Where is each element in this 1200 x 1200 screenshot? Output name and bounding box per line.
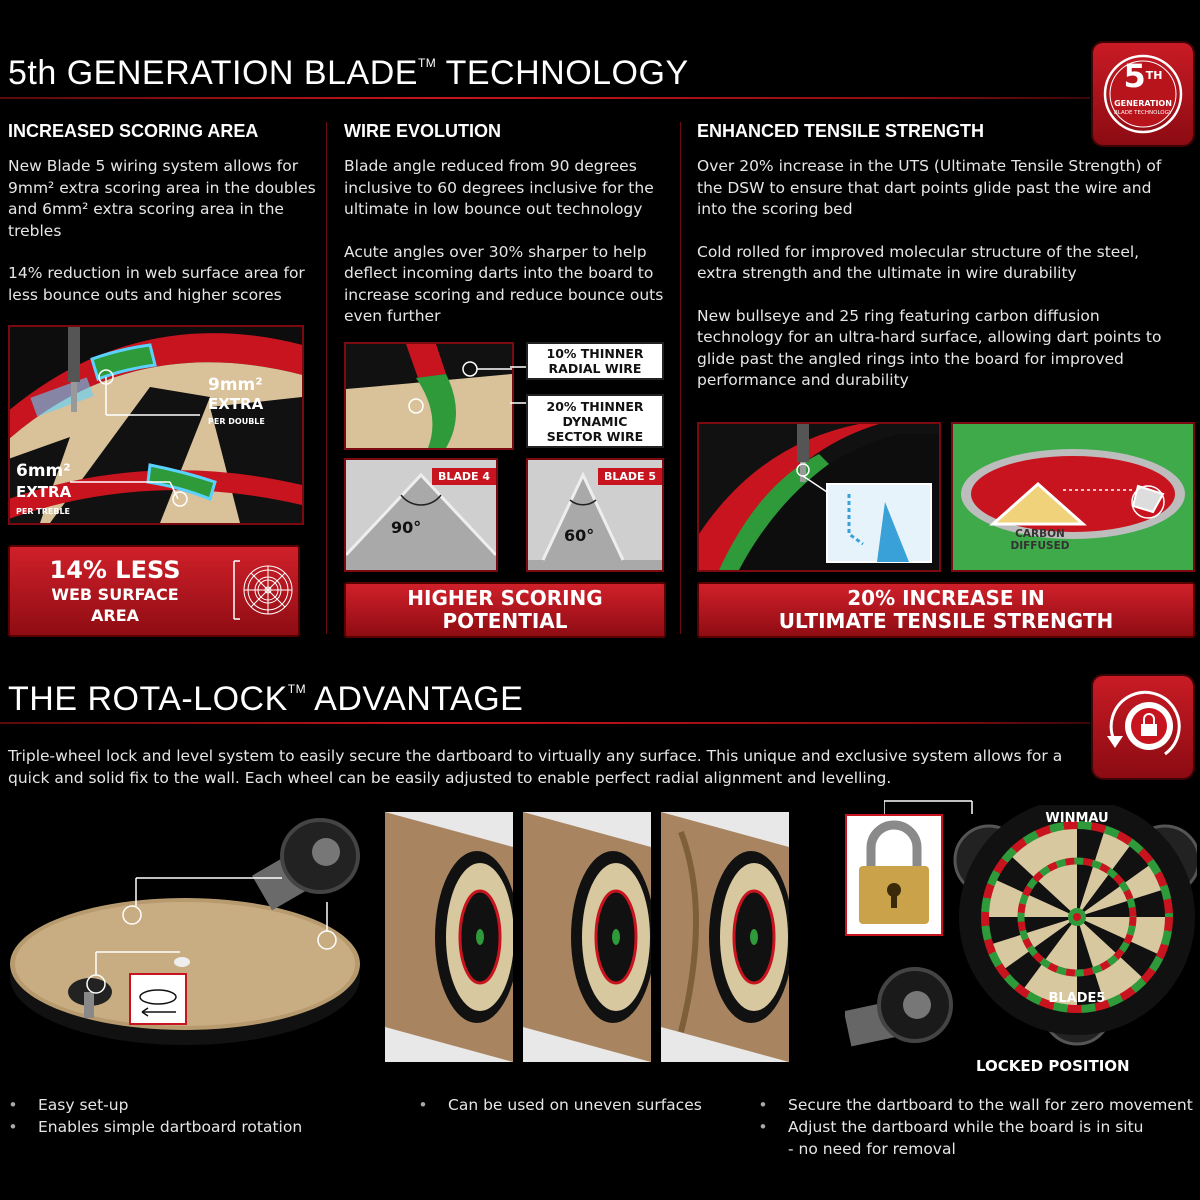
rota-lock-badge-icon — [1093, 676, 1193, 778]
rota-lock-intro: Triple-wheel lock and level system to easily secure the dartboard to virtually any surface. This unique and exclusive system allows for a quick and solid fix to the wall. Each wheel can be easily adjusted to enable perfect radial alignment and levelling. — [8, 747, 1063, 787]
dartboard-icon — [845, 805, 1197, 1055]
wire-closeup-image — [344, 342, 514, 450]
carbon-diffused-image — [951, 422, 1195, 572]
wall-dartboard-icon — [523, 812, 651, 1062]
rota-lock-badge — [1093, 676, 1193, 778]
section2-title — [8, 680, 523, 719]
callout2-line1: 20% THINNER — [546, 398, 644, 414]
list-item: • Easy set-up — [8, 1096, 129, 1114]
generation-badge — [1093, 43, 1193, 145]
section2-title-text: THE ROTA-LOCK — [8, 680, 288, 718]
carbon-diffused-label — [995, 528, 1085, 552]
trademark-mark: TM — [417, 56, 437, 70]
callout1-line1: 10% THINNER — [546, 346, 644, 361]
banner-line3: AREA — [90, 606, 139, 625]
col3-heading: ENHANCED TENSILE STRENGTH — [697, 121, 985, 141]
banner-line1: 14% LESS — [49, 556, 181, 584]
banner-line1: 20% INCREASE IN — [847, 586, 1045, 610]
double-extra-label: EXTRA — [208, 395, 264, 413]
tensile-strength-banner — [697, 582, 1195, 638]
list-item: • Can be used on uneven surfaces — [418, 1096, 702, 1114]
list-item: • Adjust the dartboard while the board is in situ — [758, 1118, 1144, 1136]
wire-closeup-icon — [346, 344, 512, 448]
locked-position-label: LOCKED POSITION — [976, 1057, 1130, 1075]
carbon-line1: CARBON — [1015, 528, 1065, 540]
col3-paragraph-2: Cold rolled for improved molecular structure of the steel, extra strength and the ultimate in wire durability — [697, 242, 1140, 282]
column-divider-2 — [680, 122, 681, 634]
col1-heading: INCREASED SCORING AREA — [8, 121, 259, 141]
bullets-right — [758, 1094, 1198, 1160]
banner-line2: WEB SURFACE — [51, 585, 179, 604]
col2-paragraph-2: Acute angles over 30% sharper to help deflect incoming darts into the board to increase scoring and reduce bounce outs even further — [344, 242, 664, 325]
blade5-diagram — [526, 458, 664, 572]
blade4-angle: 90° — [391, 518, 422, 537]
carbon-line2: DIFFUSED — [1010, 540, 1070, 552]
wall-panel-1 — [385, 812, 513, 1062]
col1-paragraph-2: 14% reduction in web surface area for less bounce outs and higher scores — [8, 264, 305, 304]
col1-paragraph-1: New Blade 5 wiring system allows for 9mm² extra scoring area in the doubles and 6mm² extra scoring area in the trebles — [8, 157, 316, 240]
per-treble-label: PER TREBLE — [16, 507, 71, 516]
trademark-mark: TM — [287, 682, 307, 696]
blade4-diagram — [344, 458, 498, 572]
bullets-left — [8, 1094, 388, 1138]
section2-title-end: ADVANTAGE — [306, 680, 524, 718]
section1-divider — [0, 97, 1090, 99]
section1-title-text: 5th GENERATION BLADE — [8, 54, 418, 92]
col2-paragraph-1: Blade angle reduced from 90 degrees inclusive to 60 degrees inclusive for the ultimate in low bounce out technology — [344, 157, 654, 218]
col3-text — [697, 156, 1167, 413]
dartboard-web-icon — [232, 557, 294, 623]
badge-number: 5 — [1123, 57, 1146, 95]
bullets-middle — [418, 1094, 748, 1116]
sector-wire-callout — [526, 394, 664, 448]
scoring-potential-banner — [344, 582, 666, 638]
treble-extra-label: EXTRA — [16, 483, 72, 501]
banner-line1: HIGHER SCORING — [407, 586, 603, 610]
board-brand: WINMAU — [1045, 811, 1109, 826]
list-item: - no need for removal — [788, 1140, 956, 1158]
col3-paragraph-1: Over 20% increase in the UTS (Ultimate Tensile Strength) of the DSW to ensure that dart points glide past the wire and into the scoring bed — [697, 157, 1162, 218]
list-item: • Enables simple dartboard rotation — [8, 1118, 303, 1136]
section2-divider — [0, 722, 1090, 724]
wall-dartboard-icon — [385, 812, 513, 1062]
col1-text — [8, 156, 320, 327]
blade4-label: BLADE 4 — [432, 468, 496, 485]
section1-title-end: TECHNOLOGY — [436, 54, 689, 92]
section1-title — [8, 54, 689, 93]
dart-deflect-image — [697, 422, 941, 572]
banner-line2: POTENTIAL — [442, 609, 568, 633]
disc-wheel-icon — [10, 812, 365, 1050]
radial-wire-callout — [526, 342, 664, 380]
blade5-label: BLADE 5 — [598, 468, 662, 485]
per-double-label: PER DOUBLE — [208, 417, 265, 426]
web-surface-banner — [8, 545, 300, 637]
badge-suffix: TH — [1145, 69, 1163, 82]
wall-panel-3 — [661, 812, 789, 1062]
bullet-icon: • — [758, 1096, 768, 1114]
dart-deflect-icon — [699, 424, 939, 570]
bullet-icon: • — [418, 1096, 428, 1114]
locked-dartboard-image — [845, 805, 1197, 1055]
col2-heading: WIRE EVOLUTION — [344, 121, 501, 141]
badge-line2: BLADE TECHNOLOGY — [1114, 110, 1172, 116]
wall-panel-2 — [523, 812, 651, 1062]
col2-text — [344, 156, 669, 349]
badge-line1: GENERATION — [1114, 99, 1172, 108]
list-item: • Secure the dartboard to the wall for zero movement — [758, 1096, 1193, 1114]
callout1-line2: RADIAL WIRE — [548, 361, 642, 376]
column-divider-1 — [326, 122, 327, 634]
callout2-line2: DYNAMIC — [562, 413, 628, 429]
double-extra-value: 9mm² — [208, 375, 263, 395]
bullet-icon: • — [8, 1096, 18, 1114]
scoring-area-image — [8, 325, 304, 525]
callout2-line3: SECTOR WIRE — [546, 428, 644, 444]
bullet-icon: • — [8, 1118, 18, 1136]
board-model: BLADE5 — [1048, 991, 1106, 1006]
banner-line2: ULTIMATE TENSILE STRENGTH — [778, 609, 1114, 633]
rota-lock-setup-image — [10, 812, 365, 1050]
bullet-icon: • — [758, 1118, 768, 1136]
blade5-angle: 60° — [564, 526, 595, 545]
treble-extra-value: 6mm² — [16, 461, 71, 481]
col3-paragraph-3: New bullseye and 25 ring featuring carbon diffusion technology for an ultra-hard surface, allowing dart points to glide past the angled rings into the board for improved performance and durability — [697, 306, 1162, 389]
wall-dartboard-icon — [661, 812, 789, 1062]
